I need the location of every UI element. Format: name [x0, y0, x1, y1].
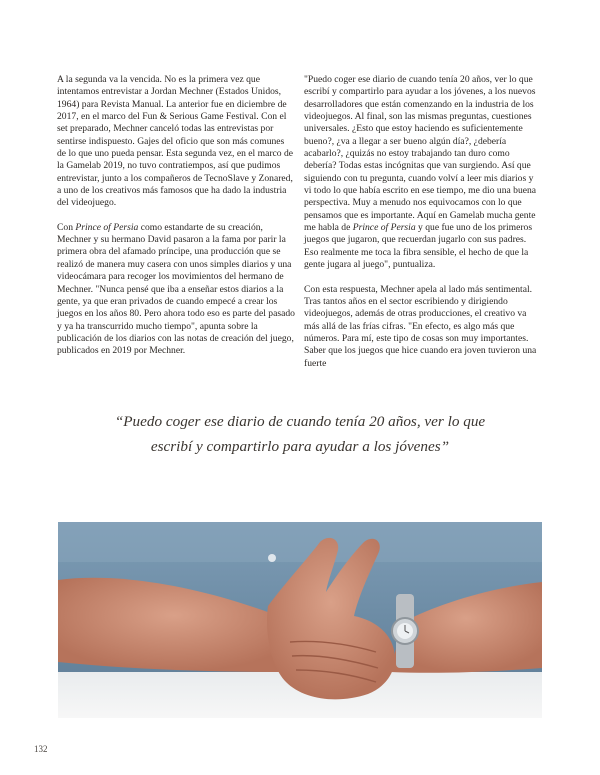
pull-quote-line: escribí y compartirlo para ayudar a los jóvenes” [150, 438, 450, 455]
article-paragraph: Con esta respuesta, Mechner apela al lado más sentimental. Tras tantos años en el sector escribiendo y dirigiendo videojuegos, además de otras producciones, el creativo va más allá de las frías cifras. "En efecto, es algo más que números. Para mí, este tipo de cosas son muy importantes. Saber que los juegos que hice cuando era joven tuvieron una fuerte [304, 283, 537, 369]
text-run: Con [57, 221, 76, 233]
game-title: Prince of Persia [75, 221, 139, 233]
article-paragraph: A la segunda va la vencida. No es la primera vez que intentamos entrevistar a Jordan Mechner (Estados Unidos, 1964) para Revista Manual. La anterior fue en diciembre de 2017, en el marco del Fun & Serious Game Festival. Con el set preparado, Mechner canceló todas las entrevistas por sentirse indispuesto. Gajes del oficio que son más comunes de lo que uno pueda pensar. Esta segunda vez, en el marco de la Gamelab 2019, no tuvo contratiempos, así que pudimos entrevistar, junto a los compañeros de TecnoSlave y Zonared, a uno de los creativos más famosos que ha dado la industria del videojuego. [57, 74, 294, 209]
page-number: 132 [34, 744, 48, 754]
clasped-hands-illustration [58, 522, 542, 718]
pull-quote [60, 409, 540, 459]
pull-quote-line: “Puedo coger ese diario de cuando tenía 20 años, ver lo que [114, 413, 486, 430]
interview-photo [58, 522, 542, 718]
shirt-button [268, 554, 276, 562]
article-paragraph [57, 222, 295, 358]
article-paragraph [304, 74, 542, 272]
text-run: "Puedo coger ese diario de cuando tenía 20 años, ver lo que escribí y compartirlo para ayudar a los jóvenes, a los nuevos desarrolladores que están comenzando en la industria de los videojuegos. Al final, son las mismas preguntas, cuestiones universales. ¿Esto que estoy haciendo es suficientemente bueno?, ¿va a llegar a ser bueno algún día?, ¿debería acabarlo?, ¿quizás no estoy trabajando tan duro como debería? Todas estas incógnitas que van surgiendo. Así que siguiendo con tu pregunta, cuando volví a leer mis diarios y vi todo lo que había escrito en ese tiempo, me dio una buena perspectiva. Muy a menudo nos equivocamos con lo que pensamos que es importante. Aquí en Gamelab mucha gente me habla de [304, 74, 537, 234]
game-title: Prince of Persia [352, 222, 416, 234]
text-run: como estandarte de su creación, Mechner y su hermano David pasaron a la fama por parir la primera obra del afamado príncipe, una producción que se realizó de manera muy casera con unos simples diarios y una videocámara para recoger los movimientos del hermano de Mechner. "Nunca pensé que iba a enseñar estos diarios a la gente, ya que eran privados de cuando empecé a crear los juegos en los años 80. Pero ahora todo eso es parte del pasado y ya ha transcurrido mucho tiempo", apunta sobre la publicación de los diarios con las notas de creación del juego, publicados en 2019 por Mechner. [57, 221, 295, 357]
article-right-column [304, 74, 542, 382]
text-run: y que fue uno de los primeros juegos que jugaron, que recuerdan jugarlo con sus padres. Eso realmente me toca la fibra sensible, el hecho de que la gente jugara al juego", puntualiza. [304, 222, 533, 271]
article-left-column [57, 74, 295, 370]
